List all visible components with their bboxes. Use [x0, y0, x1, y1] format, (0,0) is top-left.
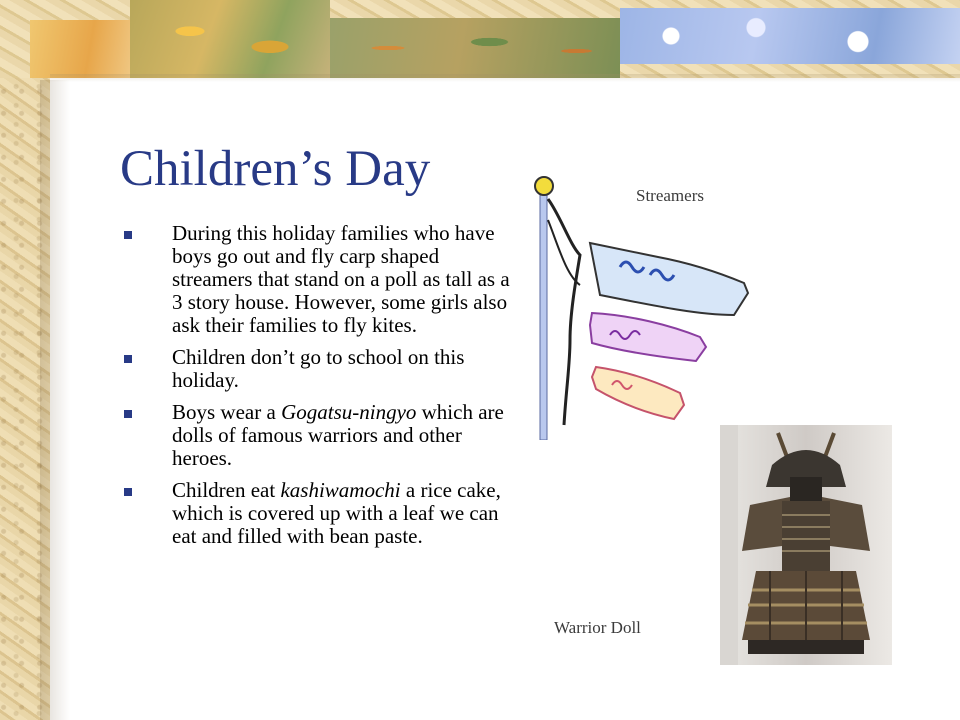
pole-ball-shape	[535, 177, 553, 195]
bullet-list	[124, 222, 514, 557]
bullet-marker	[124, 488, 132, 496]
stand-shape	[748, 640, 864, 654]
torso-shape	[782, 501, 830, 571]
streamers-caption: Streamers	[636, 186, 704, 205]
pole-shape	[540, 187, 547, 440]
bullet-item	[124, 346, 514, 392]
banner-strip-leaves	[130, 0, 330, 78]
bullet-italic-text: kashiwamochi	[280, 478, 401, 502]
yellow-carp-shape	[592, 367, 684, 419]
warrior-doll-image	[720, 425, 892, 665]
bullet-text: Children eat	[172, 478, 281, 502]
border-shadow	[40, 80, 70, 720]
photo-left-shade	[720, 425, 738, 665]
decorative-banner	[0, 0, 960, 78]
bullet-item	[124, 222, 514, 337]
bullet-marker	[124, 410, 132, 418]
bullet-marker	[124, 231, 132, 239]
warrior-doll-caption: Warrior Doll	[554, 618, 641, 637]
carp-streamers-image	[530, 175, 760, 440]
banner-strip-flowers	[620, 8, 960, 64]
bullet-item	[124, 479, 514, 548]
bullet-item	[124, 401, 514, 470]
bullet-marker	[124, 355, 132, 363]
bullet-text: During this holiday families who have boys go out and fly carp shaped streamers that stand on a poll as tall as a 3 story house. However, some girls also ask their families to fly kites.	[172, 221, 510, 337]
banner-shadow	[50, 74, 960, 82]
bullet-text: which are dolls of famous warriors and other heroes.	[172, 400, 504, 470]
slide-title: Children’s Day	[120, 141, 431, 197]
bullet-text: a rice cake, which is covered up with a leaf we can eat and filled with bean paste.	[172, 478, 501, 548]
purple-carp-shape	[590, 313, 706, 361]
bullet-text: Boys wear a	[172, 400, 282, 424]
mask-shape	[790, 477, 822, 503]
bullet-italic-text: Gogatsu-ningyo	[281, 400, 417, 424]
bullet-text: Children don’t go to school on this holiday.	[172, 345, 465, 392]
banner-strip-autumn	[330, 18, 620, 78]
